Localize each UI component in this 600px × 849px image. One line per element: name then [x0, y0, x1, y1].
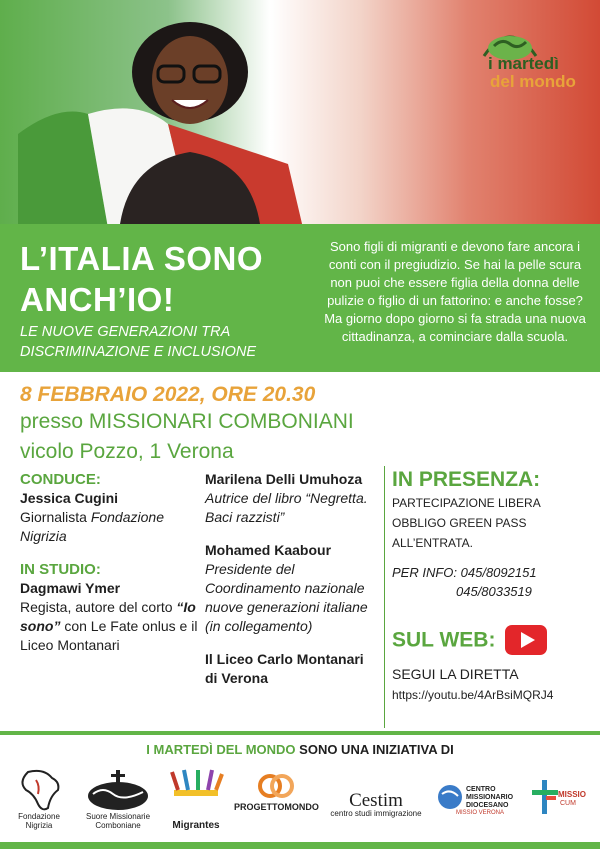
hosts-column	[20, 470, 200, 655]
cross-icon	[530, 778, 560, 818]
guests-column	[205, 470, 380, 688]
in-studio-role-part2: con Le Fate onlus e il Liceo Montanari	[20, 618, 198, 653]
guest-item	[205, 650, 380, 688]
conduce-role-org: Fondazione Nigrizia	[20, 509, 164, 544]
in-studio-heading: IN STUDIO:	[20, 561, 101, 578]
logo-caption: MISSIO VERONA	[455, 810, 504, 816]
logo-caption: PROGETTOMONDO	[234, 802, 319, 812]
presence-line2: OBBLIGO GREEN PASS	[392, 516, 527, 530]
centro-name: CENTRO MISSIONARIO DIOCESANO	[466, 786, 514, 809]
web-heading: SUL WEB:	[392, 628, 496, 652]
title-line2: ANCH’IO!	[20, 281, 175, 318]
title-band	[0, 224, 600, 372]
woman-photo	[80, 12, 300, 224]
guest-name: Il Liceo Carlo Montanari di Verona	[205, 651, 364, 686]
presence-line1: PARTECIPAZIONE LIBERA	[392, 496, 541, 510]
logo-line2: del mondo	[490, 72, 576, 91]
cestim-name: Cestim	[349, 790, 403, 811]
hands-icon	[168, 768, 224, 810]
web-url-link[interactable]: https://youtu.be/4ArBsiMQRJ4	[392, 688, 554, 702]
guest-item	[205, 541, 380, 636]
missio-cum-logo	[530, 768, 590, 830]
guest-name: Mohamed Kaabour	[205, 542, 332, 558]
youtube-icon[interactable]	[505, 625, 547, 655]
suore-comboniane-logo	[76, 768, 160, 830]
cestim-logo	[326, 768, 426, 830]
bottom-bar	[0, 842, 600, 849]
logo-caption: Fondazione Nigrizia	[18, 812, 60, 830]
logo-caption: centro studi immigrazione	[330, 809, 422, 818]
conduce-heading: CONDUCE:	[20, 471, 101, 488]
partner-logos	[8, 768, 592, 830]
footer-title-rest: SONO UNA INIZIATIVA DI	[299, 742, 454, 757]
logo-caption: Migrantes	[172, 820, 220, 831]
conduce-name: Jessica Cugini	[20, 490, 119, 506]
hero-image	[0, 0, 600, 224]
in-studio-role	[20, 598, 200, 655]
migrantes-logo	[164, 768, 228, 830]
event-venue	[20, 410, 354, 434]
progettomondo-logo	[234, 768, 318, 830]
event-address: vicolo Pozzo, 1 Verona	[20, 440, 234, 463]
presence-heading: IN PRESENZA:	[392, 468, 541, 491]
column-divider	[384, 466, 385, 728]
logo-line1: i martedì	[488, 54, 559, 73]
conduce-role	[20, 508, 200, 546]
missio-name: MISSIO	[558, 790, 587, 799]
conduce-role-prefix: Giornalista	[20, 509, 87, 525]
venue-prefix: presso	[20, 410, 84, 433]
guest-item	[205, 470, 380, 527]
page-title	[20, 238, 263, 320]
web-follow: SEGUI LA DIRETTA	[392, 666, 519, 682]
footer-divider	[0, 731, 600, 735]
presence-line3: ALL’ENTRATA.	[392, 536, 473, 550]
guest-desc: Presidente del Coordinamento nazionale nuove generazioni italiane (in collegamento)	[205, 561, 368, 634]
in-studio-name: Dagmawi Ymer	[20, 580, 121, 596]
guest-name: Marilena Delli Umuhoza	[205, 471, 363, 487]
in-studio-role-part1: Regista, autore del corto	[20, 599, 173, 615]
web-heading-row	[392, 625, 592, 655]
footer-title	[0, 742, 600, 757]
in-studio-film: “Io sono”	[20, 599, 196, 634]
globe-icon	[436, 782, 464, 812]
subtitle-line1: LE NUOVE GENERAZIONI TRA	[20, 324, 231, 340]
venue-name: MISSIONARI COMBONIANI	[88, 410, 354, 433]
phone-1[interactable]: 045/8092151	[460, 565, 537, 580]
centro-missionario-logo	[436, 768, 524, 830]
phone-2[interactable]: 045/8033519	[456, 584, 532, 599]
africa-icon	[14, 768, 64, 814]
logo-caption: Suore Missionarie Comboniane	[85, 812, 151, 830]
subtitle	[20, 322, 320, 362]
title-line1: L’ITALIA SONO	[20, 240, 263, 277]
footer-title-green: I MARTEDÌ DEL MONDO	[146, 742, 296, 757]
event-date: 8 FEBBRAIO 2022, ORE 20.30	[20, 383, 316, 406]
guest-desc: Autrice del libro “Negretta. Baci razzisti”	[205, 490, 368, 525]
fondazione-nigrizia-logo	[8, 768, 70, 830]
subtitle-line2: DISCRIMINAZIONE E INCLUSIONE	[20, 344, 257, 360]
info-phones	[392, 563, 592, 601]
info-label: PER INFO:	[392, 565, 458, 580]
mondo-icon	[256, 768, 296, 804]
missio-sub: CUM	[560, 800, 576, 807]
world-cross-icon	[83, 768, 153, 814]
info-column	[392, 470, 592, 705]
description: Sono figli di migranti e devono fare ancora i conti con il pregiudizio. Se hai la pelle scura non puoi che essere figlia della donna delle pulizie o figlio di un fattorino: e anche fosse? Ma giorno dopo giorno si fa strada una nuova cittadinanza, a cominciare dalla scuola.	[324, 239, 586, 344]
